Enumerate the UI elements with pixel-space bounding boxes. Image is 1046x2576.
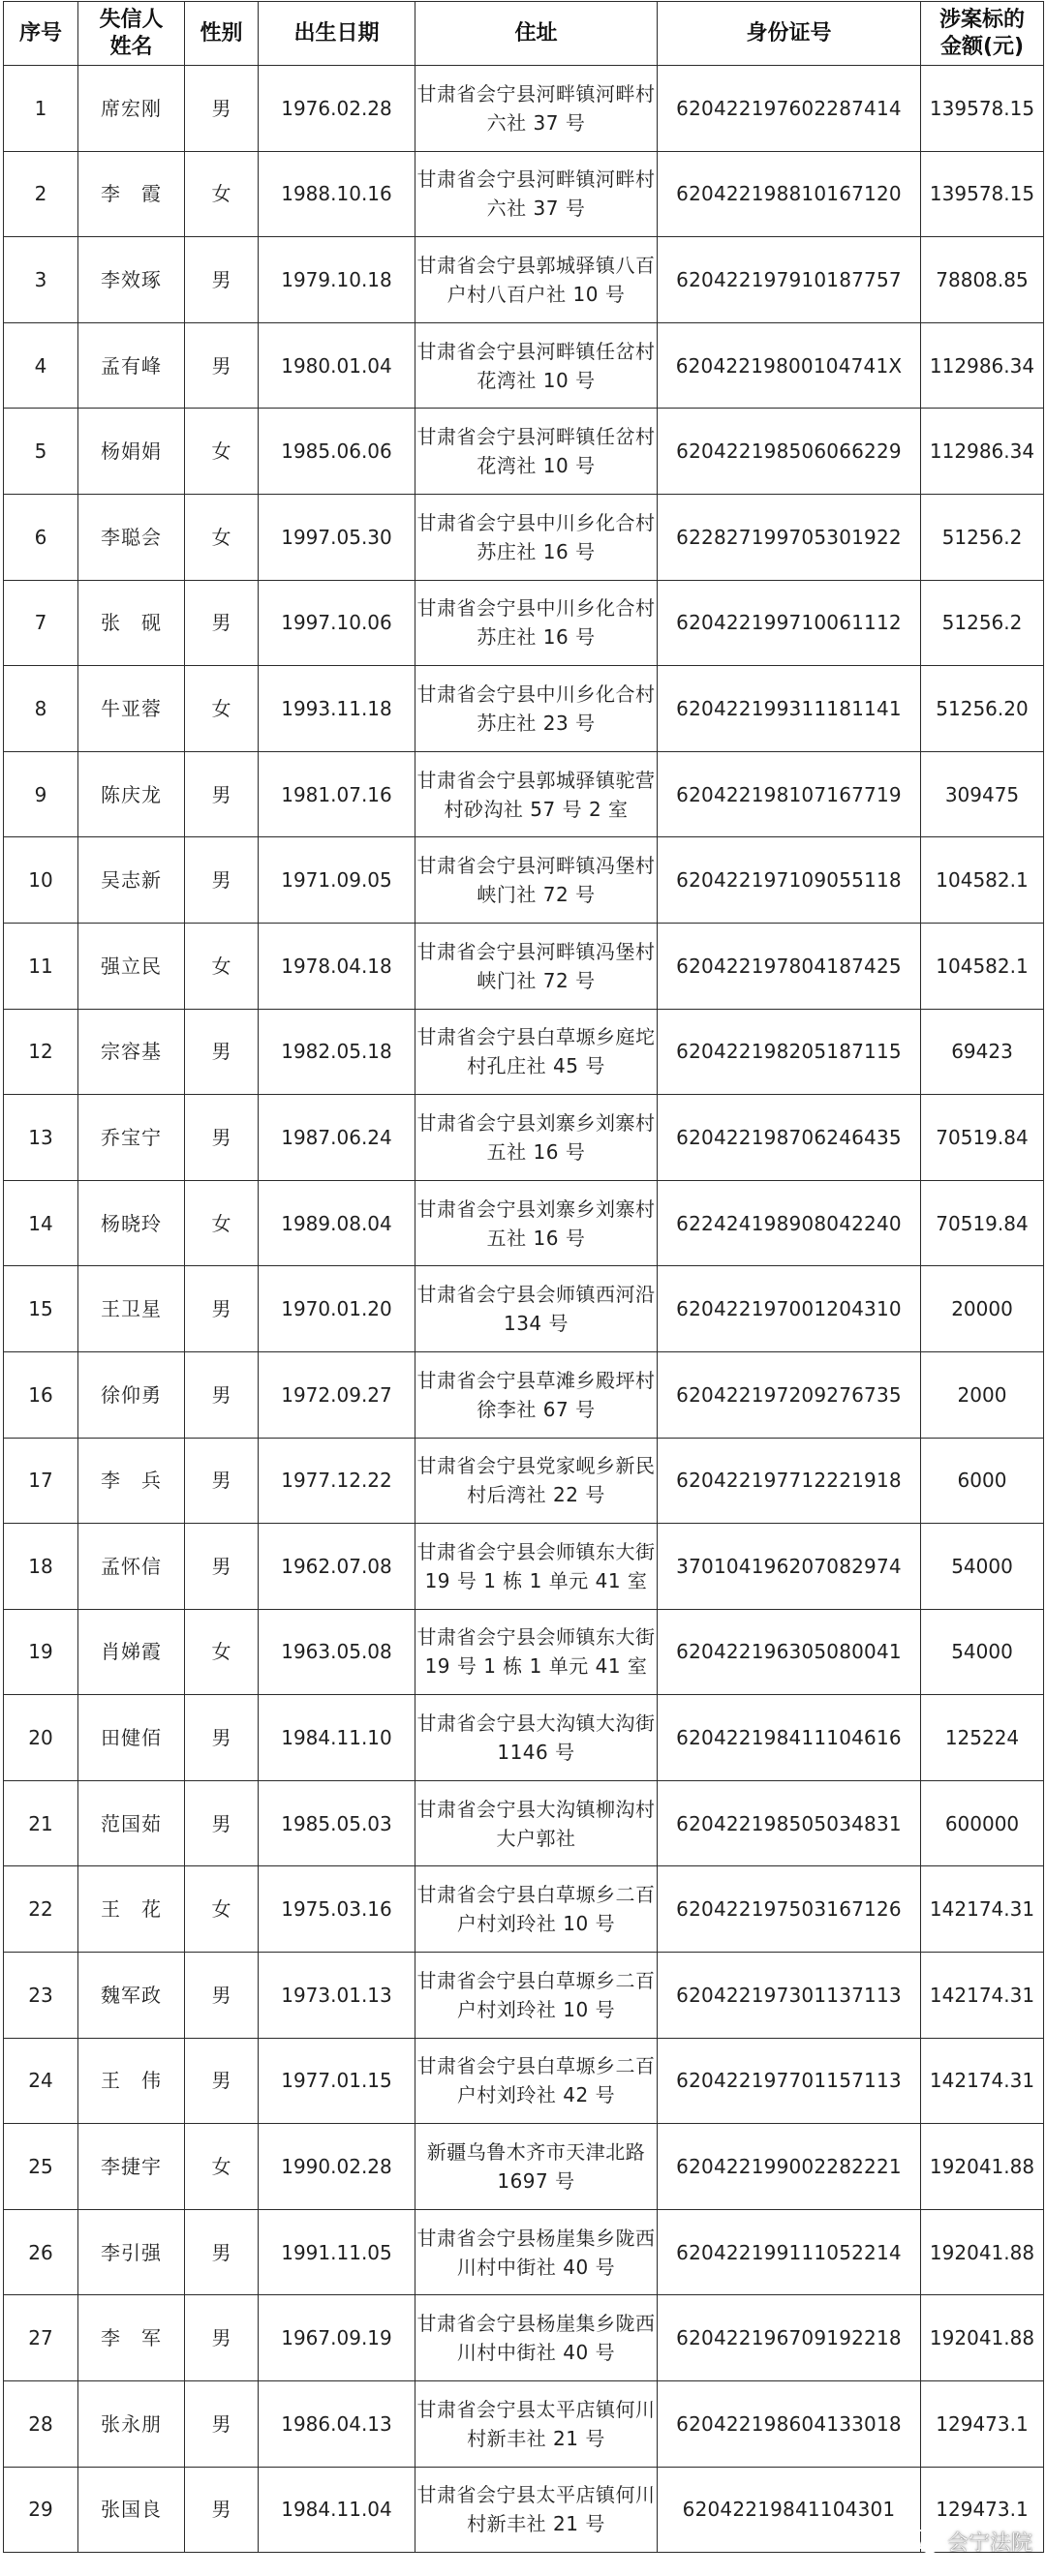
cell-sex: 女 [185, 666, 259, 752]
header-birth: 出生日期 [259, 2, 415, 66]
cell-address: 甘肃省会宁县河畔镇河畔村六社 37 号 [415, 151, 658, 237]
cell-birth: 1977.12.22 [259, 1438, 415, 1524]
table-row [4, 2038, 1044, 2124]
cell-address: 甘肃省会宁县河畔镇冯堡村峡门社 72 号 [415, 837, 658, 924]
cell-amount: 104582.1 [921, 923, 1044, 1009]
cell-sex: 男 [185, 322, 259, 409]
cell-sex: 男 [185, 1438, 259, 1524]
cell-birth: 1975.03.16 [259, 1866, 415, 1953]
cell-no: 8 [4, 666, 78, 752]
cell-amount: 54000 [921, 1609, 1044, 1695]
cell-no: 23 [4, 1953, 78, 2039]
cell-name: 李 军 [78, 2295, 185, 2381]
table-row [4, 1180, 1044, 1266]
cell-no: 21 [4, 1780, 78, 1866]
cell-birth: 1967.09.19 [259, 2295, 415, 2381]
cell-amount: 600000 [921, 1780, 1044, 1866]
cell-id: 620422197503167126 [658, 1866, 921, 1953]
cell-sex: 男 [185, 1351, 259, 1438]
table-row [4, 1524, 1044, 1610]
cell-sex: 男 [185, 2467, 259, 2553]
cell-name: 李引强 [78, 2209, 185, 2295]
cell-birth: 1973.01.13 [259, 1953, 415, 2039]
cell-sex: 男 [185, 2381, 259, 2468]
cell-sex: 男 [185, 2038, 259, 2124]
cell-birth: 1989.08.04 [259, 1180, 415, 1266]
table-row [4, 2209, 1044, 2295]
cell-address: 甘肃省会宁县中川乡化合村苏庄社 23 号 [415, 666, 658, 752]
cell-address: 甘肃省会宁县杨崖集乡陇西川村中街社 40 号 [415, 2209, 658, 2295]
cell-no: 11 [4, 923, 78, 1009]
cell-address: 甘肃省会宁县会师镇西河沿 134 号 [415, 1266, 658, 1352]
table-row [4, 66, 1044, 152]
cell-birth: 1991.11.05 [259, 2209, 415, 2295]
cell-address: 甘肃省会宁县刘寨乡刘寨村五社 16 号 [415, 1095, 658, 1181]
cell-birth: 1987.06.24 [259, 1095, 415, 1181]
cell-no: 28 [4, 2381, 78, 2468]
cell-address: 甘肃省会宁县河畔镇河畔村六社 37 号 [415, 66, 658, 152]
cell-id: 620422197209276735 [658, 1351, 921, 1438]
header-address: 住址 [415, 2, 658, 66]
cell-id: 620422199111052214 [658, 2209, 921, 2295]
cell-birth: 1977.01.15 [259, 2038, 415, 2124]
table-row [4, 1609, 1044, 1695]
cell-name: 李捷宇 [78, 2124, 185, 2210]
header-id: 身份证号 [658, 2, 921, 66]
table-row [4, 1095, 1044, 1181]
cell-no: 2 [4, 151, 78, 237]
cell-amount: 142174.31 [921, 2038, 1044, 2124]
table-row [4, 2381, 1044, 2468]
cell-birth: 1962.07.08 [259, 1524, 415, 1610]
header-name [78, 2, 185, 66]
cell-birth: 1978.04.18 [259, 923, 415, 1009]
table-row [4, 1695, 1044, 1781]
cell-sex: 男 [185, 1524, 259, 1610]
cell-address: 甘肃省会宁县会师镇东大街 19 号 1 栋 1 单元 41 室 [415, 1609, 658, 1695]
cell-name: 杨娟娟 [78, 409, 185, 495]
cell-sex: 男 [185, 1095, 259, 1181]
cell-birth: 1997.05.30 [259, 494, 415, 580]
cell-amount: 70519.84 [921, 1180, 1044, 1266]
cell-name: 陈庆龙 [78, 751, 185, 837]
cell-name: 孟有峰 [78, 322, 185, 409]
cell-name: 李效琢 [78, 237, 185, 323]
cell-id: 620422198706246435 [658, 1095, 921, 1181]
cell-id: 620422198411104616 [658, 1695, 921, 1781]
cell-address: 甘肃省会宁县郭城驿镇八百户村八百户社 10 号 [415, 237, 658, 323]
cell-amount: 69423 [921, 1009, 1044, 1095]
cell-id: 620422197602287414 [658, 66, 921, 152]
header-sex: 性别 [185, 2, 259, 66]
header-name-line2: 姓名 [109, 34, 153, 59]
cell-address: 甘肃省会宁县大沟镇大沟街 1146 号 [415, 1695, 658, 1781]
table-row [4, 494, 1044, 580]
cell-no: 10 [4, 837, 78, 924]
cell-no: 18 [4, 1524, 78, 1610]
cell-birth: 1984.11.10 [259, 1695, 415, 1781]
cell-id: 62042219800104741X [658, 322, 921, 409]
cell-birth: 1979.10.18 [259, 237, 415, 323]
cell-amount: 142174.31 [921, 1866, 1044, 1953]
cell-sex: 女 [185, 151, 259, 237]
cell-id: 620422197001204310 [658, 1266, 921, 1352]
watermark-text: 会宁法院 [946, 2531, 1032, 2556]
table-row [4, 2295, 1044, 2381]
cell-birth: 1982.05.18 [259, 1009, 415, 1095]
cell-amount: 192041.88 [921, 2295, 1044, 2381]
cell-sex: 女 [185, 1866, 259, 1953]
cell-no: 26 [4, 2209, 78, 2295]
cell-no: 5 [4, 409, 78, 495]
header-amount [921, 2, 1044, 66]
cell-no: 19 [4, 1609, 78, 1695]
cell-sex: 男 [185, 1780, 259, 1866]
cell-amount: 20000 [921, 1266, 1044, 1352]
table-row [4, 1953, 1044, 2039]
cell-birth: 1993.11.18 [259, 666, 415, 752]
cell-birth: 1970.01.20 [259, 1266, 415, 1352]
cell-sex: 男 [185, 580, 259, 666]
cell-name: 张国良 [78, 2467, 185, 2553]
cell-address: 甘肃省会宁县会师镇东大街 19 号 1 栋 1 单元 41 室 [415, 1524, 658, 1610]
cell-no: 25 [4, 2124, 78, 2210]
cell-name: 范国茹 [78, 1780, 185, 1866]
table-row [4, 751, 1044, 837]
cell-birth: 1981.07.16 [259, 751, 415, 837]
cell-sex: 男 [185, 751, 259, 837]
cell-amount: 104582.1 [921, 837, 1044, 924]
header-row [4, 2, 1044, 66]
cell-id: 620422198505034831 [658, 1780, 921, 1866]
cell-name: 李聪会 [78, 494, 185, 580]
cell-no: 17 [4, 1438, 78, 1524]
cell-no: 15 [4, 1266, 78, 1352]
cell-no: 14 [4, 1180, 78, 1266]
cell-id: 620422199311181141 [658, 666, 921, 752]
cell-id: 622424198908042240 [658, 1180, 921, 1266]
cell-sex: 男 [185, 237, 259, 323]
cell-amount: 139578.15 [921, 66, 1044, 152]
cell-id: 620422197301137113 [658, 1953, 921, 2039]
cell-id: 620422199710061112 [658, 580, 921, 666]
cell-no: 4 [4, 322, 78, 409]
cell-address: 甘肃省会宁县大沟镇柳沟村大户郭社 [415, 1780, 658, 1866]
cell-birth: 1984.11.04 [259, 2467, 415, 2553]
cell-amount: 309475 [921, 751, 1044, 837]
cell-name: 魏军政 [78, 1953, 185, 2039]
cell-sex: 男 [185, 1009, 259, 1095]
cell-address: 甘肃省会宁县刘寨乡刘寨村五社 16 号 [415, 1180, 658, 1266]
cell-address: 甘肃省会宁县杨崖集乡陇西川村中街社 40 号 [415, 2295, 658, 2381]
table-row [4, 2467, 1044, 2553]
debtor-table [3, 1, 1044, 2553]
cell-id: 622827199705301922 [658, 494, 921, 580]
cell-name: 张永朋 [78, 2381, 185, 2468]
cell-address: 甘肃省会宁县白草塬乡二百户村刘玲社 10 号 [415, 1866, 658, 1953]
cell-birth: 1990.02.28 [259, 2124, 415, 2210]
cell-sex: 女 [185, 409, 259, 495]
cell-address: 甘肃省会宁县河畔镇任岔村花湾社 10 号 [415, 322, 658, 409]
cell-amount: 112986.34 [921, 409, 1044, 495]
cell-id: 620422196305080041 [658, 1609, 921, 1695]
cell-amount: 51256.20 [921, 666, 1044, 752]
cell-amount: 78808.85 [921, 237, 1044, 323]
cell-birth: 1976.02.28 [259, 66, 415, 152]
cell-birth: 1963.05.08 [259, 1609, 415, 1695]
cell-birth: 1988.10.16 [259, 151, 415, 237]
cell-no: 20 [4, 1695, 78, 1781]
table-row [4, 151, 1044, 237]
table-row [4, 837, 1044, 924]
cell-birth: 1971.09.05 [259, 837, 415, 924]
header-name-line1: 失信人 [99, 7, 164, 32]
cell-amount: 192041.88 [921, 2124, 1044, 2210]
cell-id: 620422199002282221 [658, 2124, 921, 2210]
cell-address: 甘肃省会宁县河畔镇任岔村花湾社 10 号 [415, 409, 658, 495]
cell-amount: 70519.84 [921, 1095, 1044, 1181]
cell-birth: 1980.01.04 [259, 322, 415, 409]
cell-id: 62042219841104301 [658, 2467, 921, 2553]
cell-no: 3 [4, 237, 78, 323]
header-no: 序号 [4, 2, 78, 66]
cell-address: 甘肃省会宁县郭城驿镇驼营村砂沟社 57 号 2 室 [415, 751, 658, 837]
cell-no: 9 [4, 751, 78, 837]
cell-name: 徐仰勇 [78, 1351, 185, 1438]
table-row [4, 1351, 1044, 1438]
table-row [4, 409, 1044, 495]
cell-id: 620422196709192218 [658, 2295, 921, 2381]
cell-address: 甘肃省会宁县河畔镇冯堡村峡门社 72 号 [415, 923, 658, 1009]
cell-address: 新疆乌鲁木齐市天津北路 1697 号 [415, 2124, 658, 2210]
cell-name: 牛亚蓉 [78, 666, 185, 752]
table-row [4, 322, 1044, 409]
cell-address: 甘肃省会宁县白草塬乡二百户村刘玲社 42 号 [415, 2038, 658, 2124]
cell-name: 席宏刚 [78, 66, 185, 152]
cell-no: 24 [4, 2038, 78, 2124]
cell-sex: 女 [185, 923, 259, 1009]
cell-sex: 男 [185, 2209, 259, 2295]
cell-name: 吴志新 [78, 837, 185, 924]
cell-amount: 129473.1 [921, 2381, 1044, 2468]
cell-no: 29 [4, 2467, 78, 2553]
cell-birth: 1986.04.13 [259, 2381, 415, 2468]
cell-name: 李 霞 [78, 151, 185, 237]
cell-no: 6 [4, 494, 78, 580]
table-row [4, 666, 1044, 752]
table-body [4, 66, 1044, 2553]
cell-birth: 1972.09.27 [259, 1351, 415, 1438]
cell-no: 22 [4, 1866, 78, 1953]
cell-amount: 129473.1 [921, 2467, 1044, 2553]
cell-address: 甘肃省会宁县中川乡化合村苏庄社 16 号 [415, 494, 658, 580]
cell-name: 杨晓玲 [78, 1180, 185, 1266]
table-row [4, 237, 1044, 323]
header-amount-line2: 金额(元) [939, 34, 1025, 59]
cell-id: 620422198604133018 [658, 2381, 921, 2468]
cell-id: 620422197701157113 [658, 2038, 921, 2124]
cell-no: 1 [4, 66, 78, 152]
cell-name: 乔宝宁 [78, 1095, 185, 1181]
cell-address: 甘肃省会宁县白草塬乡庭坨村孔庄社 45 号 [415, 1009, 658, 1095]
cell-name: 王卫星 [78, 1266, 185, 1352]
cell-amount: 6000 [921, 1438, 1044, 1524]
cell-address: 甘肃省会宁县白草塬乡二百户村刘玲社 10 号 [415, 1953, 658, 2039]
cell-name: 肖娣霞 [78, 1609, 185, 1695]
cell-name: 强立民 [78, 923, 185, 1009]
cell-name: 孟怀信 [78, 1524, 185, 1610]
table-row [4, 2124, 1044, 2210]
cell-name: 李 兵 [78, 1438, 185, 1524]
cell-no: 27 [4, 2295, 78, 2381]
cell-birth: 1985.06.06 [259, 409, 415, 495]
cell-id: 620422198107167719 [658, 751, 921, 837]
cell-amount: 112986.34 [921, 322, 1044, 409]
cell-name: 张 砚 [78, 580, 185, 666]
cell-amount: 51256.2 [921, 580, 1044, 666]
cell-id: 620422197712221918 [658, 1438, 921, 1524]
cell-sex: 女 [185, 494, 259, 580]
cell-id: 620422197109055118 [658, 837, 921, 924]
cell-sex: 男 [185, 1953, 259, 2039]
table-row [4, 1266, 1044, 1352]
cell-sex: 女 [185, 1609, 259, 1695]
cell-no: 16 [4, 1351, 78, 1438]
table-row [4, 923, 1044, 1009]
cell-name: 田健佰 [78, 1695, 185, 1781]
cell-sex: 男 [185, 1695, 259, 1781]
cell-id: 370104196207082974 [658, 1524, 921, 1610]
cell-no: 13 [4, 1095, 78, 1181]
cell-address: 甘肃省会宁县党家岘乡新民村后湾社 22 号 [415, 1438, 658, 1524]
cell-birth: 1985.05.03 [259, 1780, 415, 1866]
cell-id: 620422197804187425 [658, 923, 921, 1009]
cell-amount: 142174.31 [921, 1953, 1044, 2039]
cell-amount: 2000 [921, 1351, 1044, 1438]
cell-amount: 51256.2 [921, 494, 1044, 580]
table-row [4, 1009, 1044, 1095]
cell-id: 620422198810167120 [658, 151, 921, 237]
cell-amount: 139578.15 [921, 151, 1044, 237]
cell-address: 甘肃省会宁县中川乡化合村苏庄社 16 号 [415, 580, 658, 666]
cell-amount: 125224 [921, 1695, 1044, 1781]
cell-id: 620422198205187115 [658, 1009, 921, 1095]
cell-id: 620422197910187757 [658, 237, 921, 323]
cell-no: 12 [4, 1009, 78, 1095]
cell-amount: 54000 [921, 1524, 1044, 1610]
cell-address: 甘肃省会宁县太平店镇何川村新丰社 21 号 [415, 2467, 658, 2553]
table-row [4, 580, 1044, 666]
cell-sex: 女 [185, 2124, 259, 2210]
table-header [4, 2, 1044, 66]
cell-birth: 1997.10.06 [259, 580, 415, 666]
cell-address: 甘肃省会宁县太平店镇何川村新丰社 21 号 [415, 2381, 658, 2468]
cell-sex: 女 [185, 1180, 259, 1266]
table-row [4, 1780, 1044, 1866]
table-row [4, 1866, 1044, 1953]
cell-sex: 男 [185, 2295, 259, 2381]
header-amount-line1: 涉案标的 [938, 7, 1025, 32]
table-row [4, 1438, 1044, 1524]
cell-sex: 男 [185, 66, 259, 152]
cell-name: 王 花 [78, 1866, 185, 1953]
cell-no: 7 [4, 580, 78, 666]
cell-id: 620422198506066229 [658, 409, 921, 495]
cell-address: 甘肃省会宁县草滩乡殿坪村徐李社 67 号 [415, 1351, 658, 1438]
cell-name: 王 伟 [78, 2038, 185, 2124]
cell-amount: 192041.88 [921, 2209, 1044, 2295]
cell-sex: 男 [185, 1266, 259, 1352]
cell-name: 宗容基 [78, 1009, 185, 1095]
cell-sex: 男 [185, 837, 259, 924]
